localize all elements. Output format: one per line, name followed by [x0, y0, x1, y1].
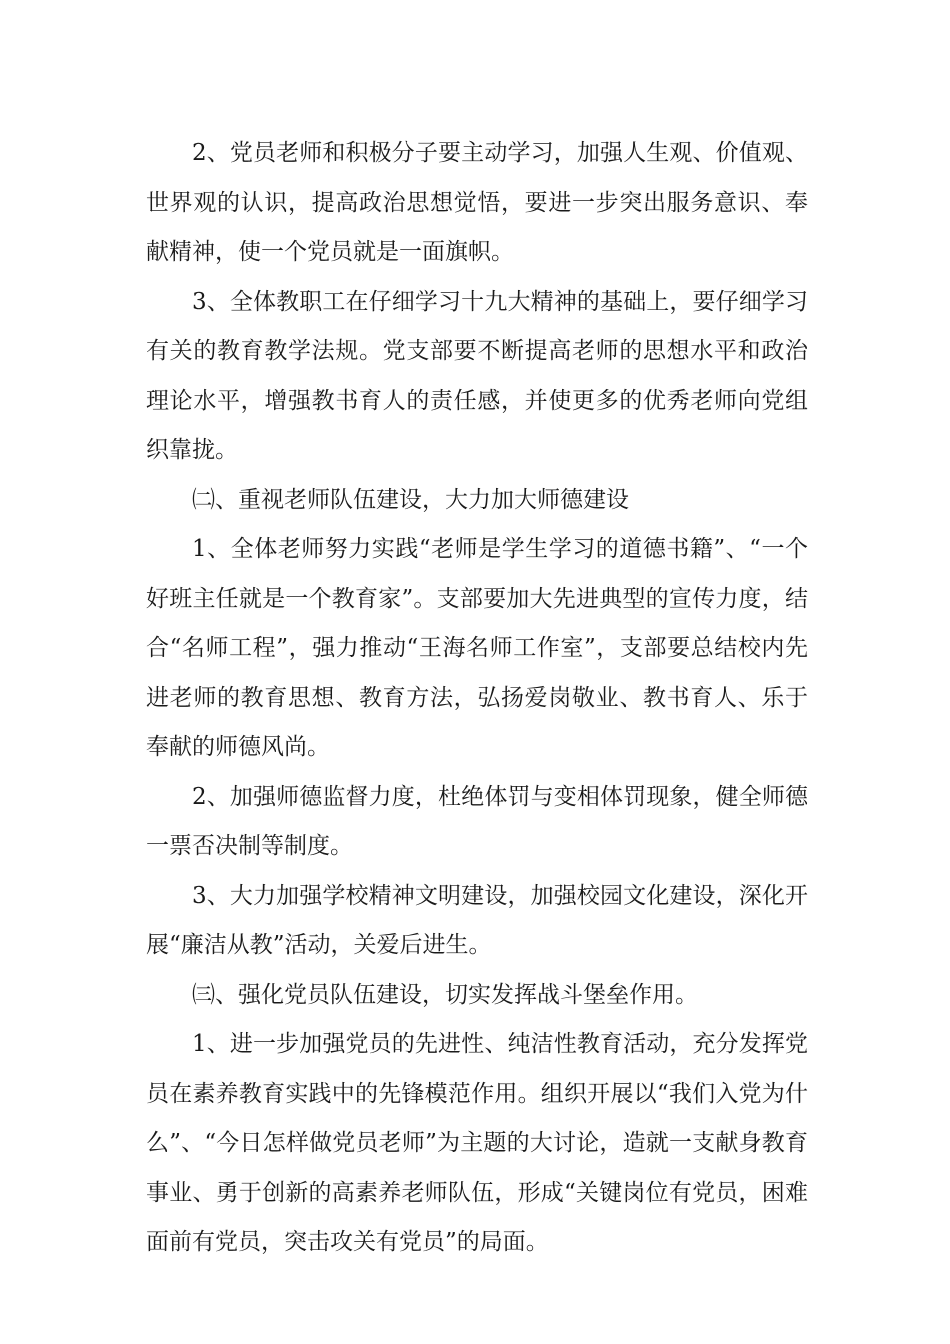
paragraph-school-culture: 3、大力加强学校精神文明建设，加强校园文化建设，深化开展“廉洁从教”活动，关爱后进生。 — [146, 882, 808, 958]
section-heading-party-team: ㈢、强化党员队伍建设，切实发挥战斗堡垒作用。 — [192, 981, 698, 1008]
paragraph-ethics-supervision: 2、加强师德监督力度，杜绝体罚与变相体罚现象，健全师德一票否决制等制度。 — [146, 783, 808, 859]
section-heading-teacher-ethics: ㈡、重视老师队伍建设，大力加大师德建设 — [192, 486, 629, 513]
paragraph-teacher-practice: 1、全体老师努力实践“老师是学生学习的道德书籍”、“一个好班主任就是一个教育家”。支部要加大先进典型的宣传力度，结合“名师工程”，强力推动“王海名师工作室”，支部要总结校内先进老师的教育思想、教育方法，弘扬爱岗敬业、教书育人、乐于奉献的师德风尚。 — [146, 536, 808, 760]
document-body — [146, 129, 808, 1268]
paragraph-party-member-study: 2、党员老师和积极分子要主动学习，加强人生观、价值观、世界观的认识，提高政治思想觉悟，要进一步突出服务意识、奉献精神，使一个党员就是一面旗帜。 — [146, 140, 808, 265]
paragraph-staff-regulations: 3、全体教职工在仔细学习十九大精神的基础上，要仔细学习有关的教育教学法规。党支部要不断提高老师的思想水平和政治理论水平，增强教书育人的责任感，并使更多的优秀老师向党组织靠拢。 — [146, 288, 808, 463]
paragraph-party-education: 1、进一步加强党员的先进性、纯洁性教育活动，充分发挥党员在素养教育实践中的先锋模范作用。组织开展以“我们入党为什么”、“今日怎样做党员老师”为主题的大讨论，造就一支献身教育事业、勇于创新的高素养老师队伍，形成“关键岗位有党员，困难面前有党员，突击攻关有党员”的局面。 — [146, 1031, 808, 1255]
